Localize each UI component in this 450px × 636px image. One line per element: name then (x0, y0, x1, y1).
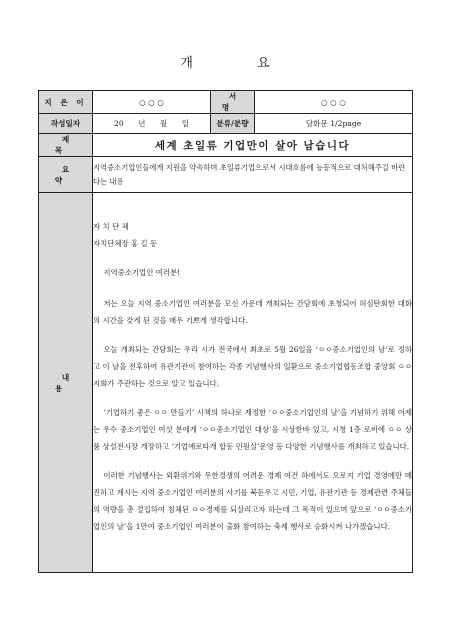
sender-block (93, 218, 412, 252)
presenter-value: ○ ○ ○ (93, 91, 211, 114)
presenter-row (39, 91, 413, 114)
paragraph: ‘기업하기 좋은 ㅇㅇ 만들기’ 시책의 하나로 제정한 ‘ㅇㅇ중소기업인의 날’을 기념하기 위해 어제는 우수 중소기업인 여섯 분에게 ‘ㅇㅇ중소기업인 대상’을 시상한바 있고, 시청 1층 로비에 ㅇㅇ 상품 상설전시장 개장하고 ‘기업애로타개 합동 민원실’운영 등 다양한 기념행사를 개최하고 있습니다. (93, 408, 412, 451)
signature-label: 서 명 (211, 91, 255, 114)
paragraph: 저는 오늘 지역 중소기업인 여러분을 모신 가운데 개최되는 간담회에 초청되어 허심탄회한 대화의 시간을 갖게 된 것을 매우 기쁘게 생각합니다. (93, 299, 412, 325)
subject-row (39, 134, 413, 157)
signature-value: ○ ○ ○ (255, 91, 413, 114)
summary-form (38, 90, 413, 573)
date-row (39, 114, 413, 134)
subject-value: 세계 초일류 기업만이 살아 남습니다 (93, 134, 413, 157)
greeting: 지역중소기업인 여러분! (103, 268, 181, 277)
content-body (93, 193, 413, 573)
date-label: 작성일자 (39, 114, 93, 134)
content-label: 내 용 (39, 193, 93, 573)
sender-name: 자치단체장 홍 길 동 (93, 239, 158, 248)
summary-label: 요 약 (39, 157, 93, 193)
category-value: 담화문 1/2page (255, 114, 413, 134)
summary-row (39, 157, 413, 193)
paragraph: 이러한 기념행사는 외환위기와 무한경쟁의 어려운 경제 여건 하에서도 오로지 기업 경영에만 매진하고 계시는 지역 중소기업인 여러분의 사기를 북돋우고 시민, 기업, 유관기관 등 경제관련 주체들의 역량을 총 결집하여 침체된 ㅇㅇ경제를 되살리고자 하는데 그 목적이 있으며 앞으로 ‘ㅇㅇ중소기업인의 날’을 1만여 중소기업인 여러분이 출화 참여하는 축제 행사로 승화시켜 나가겠습니다. (93, 471, 412, 531)
content-row (39, 193, 413, 573)
summary-value: 지역중소기업인들에게 지원을 약속하며 초일류기업으로서 시대흐름에 능동적으로 대처해주길 바란다는 내용 (93, 157, 413, 193)
date-value: 20 년 월 일 (93, 114, 211, 134)
presenter-label: 지 은 이 (39, 91, 93, 114)
subject-label: 제 목 (39, 134, 93, 157)
category-label: 분류/분량 (211, 114, 255, 134)
sender-org: 자 치 단 체 (93, 222, 129, 231)
paragraph: 오늘 개최되는 간담회는 우리 시가 전국에서 최초로 5월 26일을 ‘ㅇㅇ중소기업인의 날’로 정하고 이 날을 전후하여 유관기관이 참여하는 각종 기념행사의 일환으로 중소기업협동조합 중앙회 ㅇㅇ지회가 주관하는 것으로 알고 있습니다. (93, 345, 412, 388)
page-title: 개 요 (180, 56, 300, 71)
